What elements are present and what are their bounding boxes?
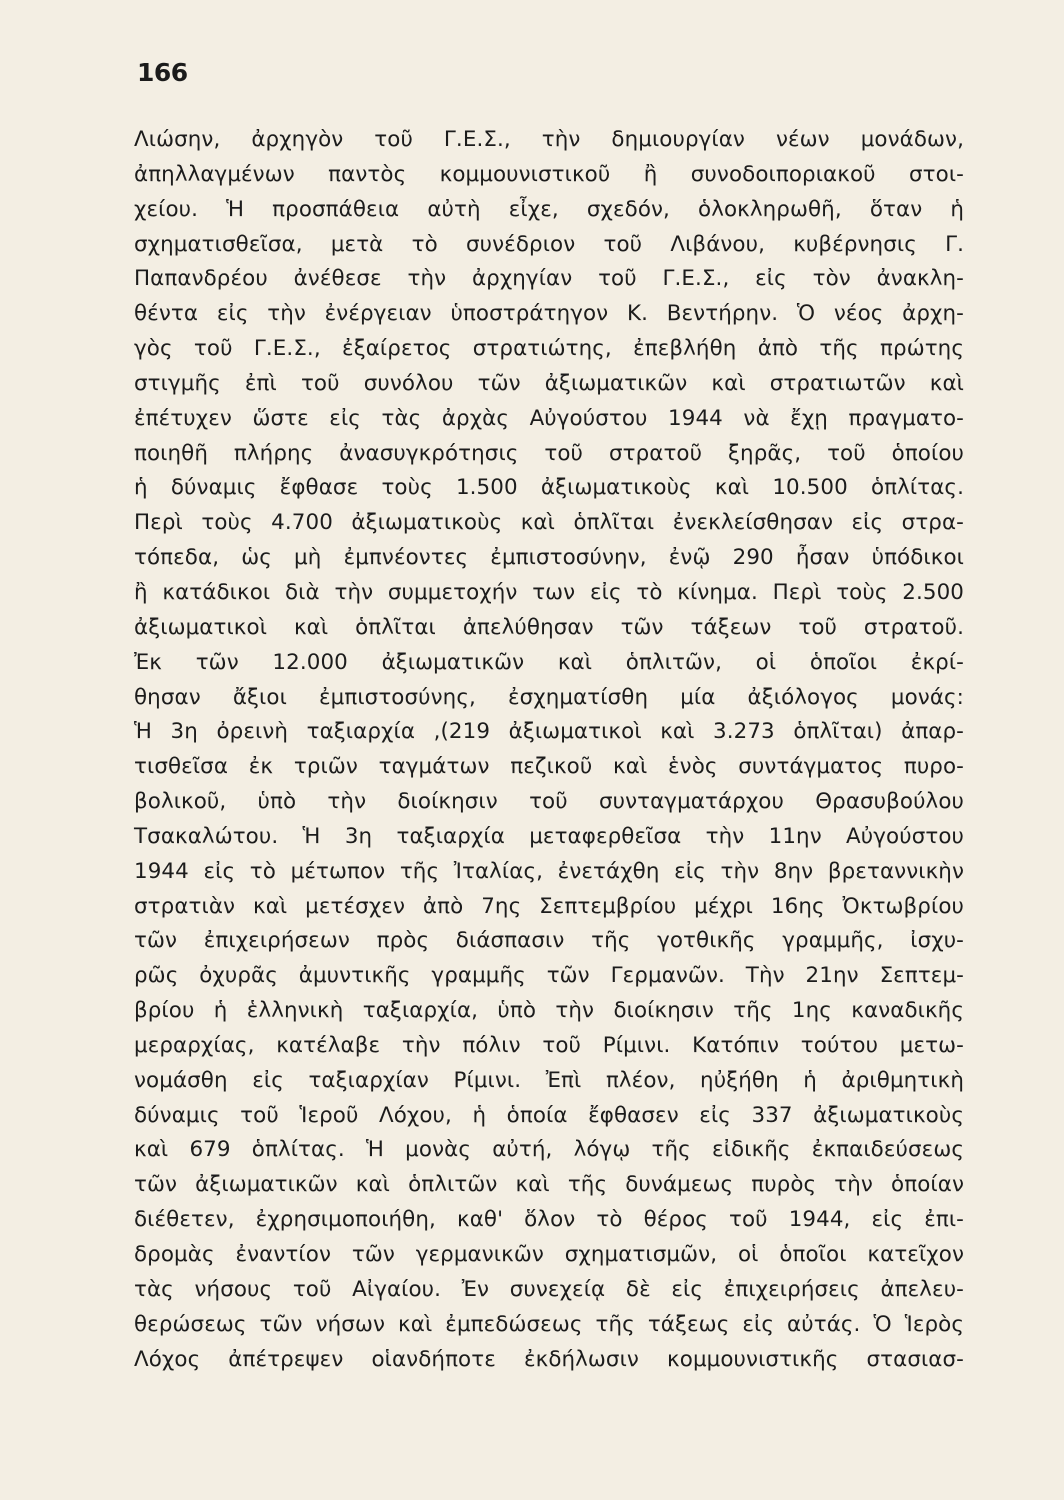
text-line: ἀπηλλαγμένων παντὸς κομμουνιστικοῦ ἢ συνοδοιποριακοῦ στοι- (134, 161, 964, 187)
text-line: γὸς τοῦ Γ.Ε.Σ., ἐξαίρετος στρατιώτης, ἐπεβλήθη ἀπὸ τῆς πρώτης (134, 336, 964, 362)
text-line: Ἡ 3η ὀρεινὴ ταξιαρχία ,(219 ἀξιωματικοὶ καὶ 3.273 ὁπλῖται) ἀπαρ- (134, 719, 964, 745)
text-line: βρίου ἡ ἑλληνικὴ ταξιαρχία, ὑπὸ τὴν διοίκησιν τῆς 1ης καναδικῆς (134, 998, 964, 1024)
text-line: ἀξιωματικοὶ καὶ ὁπλῖται ἀπελύθησαν τῶν τάξεων τοῦ στρατοῦ. (134, 614, 964, 640)
page-number: 166 (137, 58, 188, 87)
text-line: καὶ 679 ὁπλίτας. Ἡ μονὰς αὐτή, λόγῳ τῆς εἰδικῆς ἐκπαιδεύσεως (134, 1137, 964, 1163)
text-line: ποιηθῆ πλήρης ἀνασυγκρότησις τοῦ στρατοῦ ξηρᾶς, τοῦ ὁποίου (134, 440, 964, 466)
text-line: Παπανδρέου ἀνέθεσε τὴν ἀρχηγίαν τοῦ Γ.Ε.Σ., εἰς τὸν ἀνακλη- (134, 266, 964, 292)
text-line: Τσακαλώτου. Ἡ 3η ταξιαρχία μεταφερθεῖσα τὴν 11ην Αὐγούστου (134, 823, 964, 849)
body-text (134, 123, 964, 1377)
text-line: διέθετεν, ἐχρησιμοποιήθη, καθ' ὅλον τὸ θέρος τοῦ 1944, εἰς ἐπι- (134, 1207, 964, 1233)
text-line: ἡ δύναμις ἔφθασε τοὺς 1.500 ἀξιωματικοὺς καὶ 10.500 ὁπλίτας. (134, 475, 964, 501)
text-line: ρῶς ὀχυρᾶς ἀμυντικῆς γραμμῆς τῶν Γερμανῶν. Τὴν 21ην Σεπτεμ- (134, 963, 964, 989)
text-line: τὰς νήσους τοῦ Αἰγαίου. Ἐν συνεχείᾳ δὲ εἰς ἐπιχειρήσεις ἀπελευ- (134, 1276, 964, 1302)
text-line: δύναμις τοῦ Ἱεροῦ Λόχου, ἡ ὁποία ἔφθασεν εἰς 337 ἀξιωματικοὺς (134, 1102, 964, 1128)
text-line: θέντα εἰς τὴν ἐνέργειαν ὑποστράτηγον Κ. Βεντήρην. Ὁ νέος ἀρχη- (134, 301, 964, 327)
text-line: τισθεῖσα ἐκ τριῶν ταγμάτων πεζικοῦ καὶ ἑνὸς συντάγματος πυρο- (134, 754, 964, 780)
text-line: στιγμῆς ἐπὶ τοῦ συνόλου τῶν ἀξιωματικῶν καὶ στρατιωτῶν καὶ (134, 370, 964, 396)
text-line: τόπεδα, ὡς μὴ ἐμπνέοντες ἐμπιστοσύνην, ἐνῷ 290 ἦσαν ὑπόδικοι (134, 545, 964, 571)
text-line: ἐπέτυχεν ὥστε εἰς τὰς ἀρχὰς Αὐγούστου 1944 νὰ ἔχῃ πραγματο- (134, 405, 964, 431)
text-line: θερώσεως τῶν νήσων καὶ ἐμπεδώσεως τῆς τάξεως εἰς αὐτάς. Ὁ Ἱερὸς (134, 1311, 964, 1337)
text-line: δρομὰς ἐναντίον τῶν γερμανικῶν σχηματισμῶν, οἱ ὁποῖοι κατεῖχον (134, 1242, 964, 1267)
text-line: ἢ κατάδικοι διὰ τὴν συμμετοχήν των εἰς τὸ κίνημα. Περὶ τοὺς 2.500 (134, 579, 964, 605)
text-line: τῶν ἐπιχειρήσεων πρὸς διάσπασιν τῆς γοτθικῆς γραμμῆς, ἰσχυ- (134, 928, 964, 954)
text-line: θησαν ἄξιοι ἐμπιστοσύνης, ἐσχηματίσθη μία ἀξιόλογος μονάς: (134, 684, 964, 710)
text-line: Περὶ τοὺς 4.700 ἀξιωματικοὺς καὶ ὁπλῖται ἐνεκλείσθησαν εἰς στρα- (134, 510, 964, 536)
text-line: βολικοῦ, ὑπὸ τὴν διοίκησιν τοῦ συνταγματάρχου Θρασυβούλου (134, 789, 964, 815)
text-line: 1944 εἰς τὸ μέτωπον τῆς Ἰταλίας, ἐνετάχθη εἰς τὴν 8ην βρεταννικὴν (134, 858, 964, 884)
text-line: Λόχος ἀπέτρεψεν οἱανδήποτε ἐκδήλωσιν κομμουνιστικῆς στασιασ- (134, 1346, 964, 1372)
text-line: τῶν ἀξιωματικῶν καὶ ὁπλιτῶν καὶ τῆς δυνάμεως πυρὸς τὴν ὁποίαν (134, 1172, 964, 1198)
text-line: μεραρχίας, κατέλαβε τὴν πόλιν τοῦ Ρίμινι. Κατόπιν τούτου μετω- (134, 1032, 964, 1058)
text-line: στρατιὰν καὶ μετέσχεν ἀπὸ 7ης Σεπτεμβρίου μέχρι 16ης Ὀκτωβρίου (134, 893, 964, 919)
text-line: χείου. Ἡ προσπάθεια αὐτὴ εἶχε, σχεδόν, ὁλοκληρωθῆ, ὅταν ἡ (134, 196, 964, 222)
text-line: σχηματισθεῖσα, μετὰ τὸ συνέδριον τοῦ Λιβάνου, κυβέρνησις Γ. (134, 231, 964, 257)
text-line: Λιώσην, ἀρχηγὸν τοῦ Γ.Ε.Σ., τὴν δημιουργίαν νέων μονάδων, (134, 127, 964, 152)
text-line: νομάσθη εἰς ταξιαρχίαν Ρίμινι. Ἐπὶ πλέον, ηὐξήθη ἡ ἀριθμητικὴ (134, 1067, 964, 1093)
text-line: Ἐκ τῶν 12.000 ἀξιωματικῶν καὶ ὁπλιτῶν, οἱ ὁποῖοι ἐκρί- (134, 649, 964, 675)
